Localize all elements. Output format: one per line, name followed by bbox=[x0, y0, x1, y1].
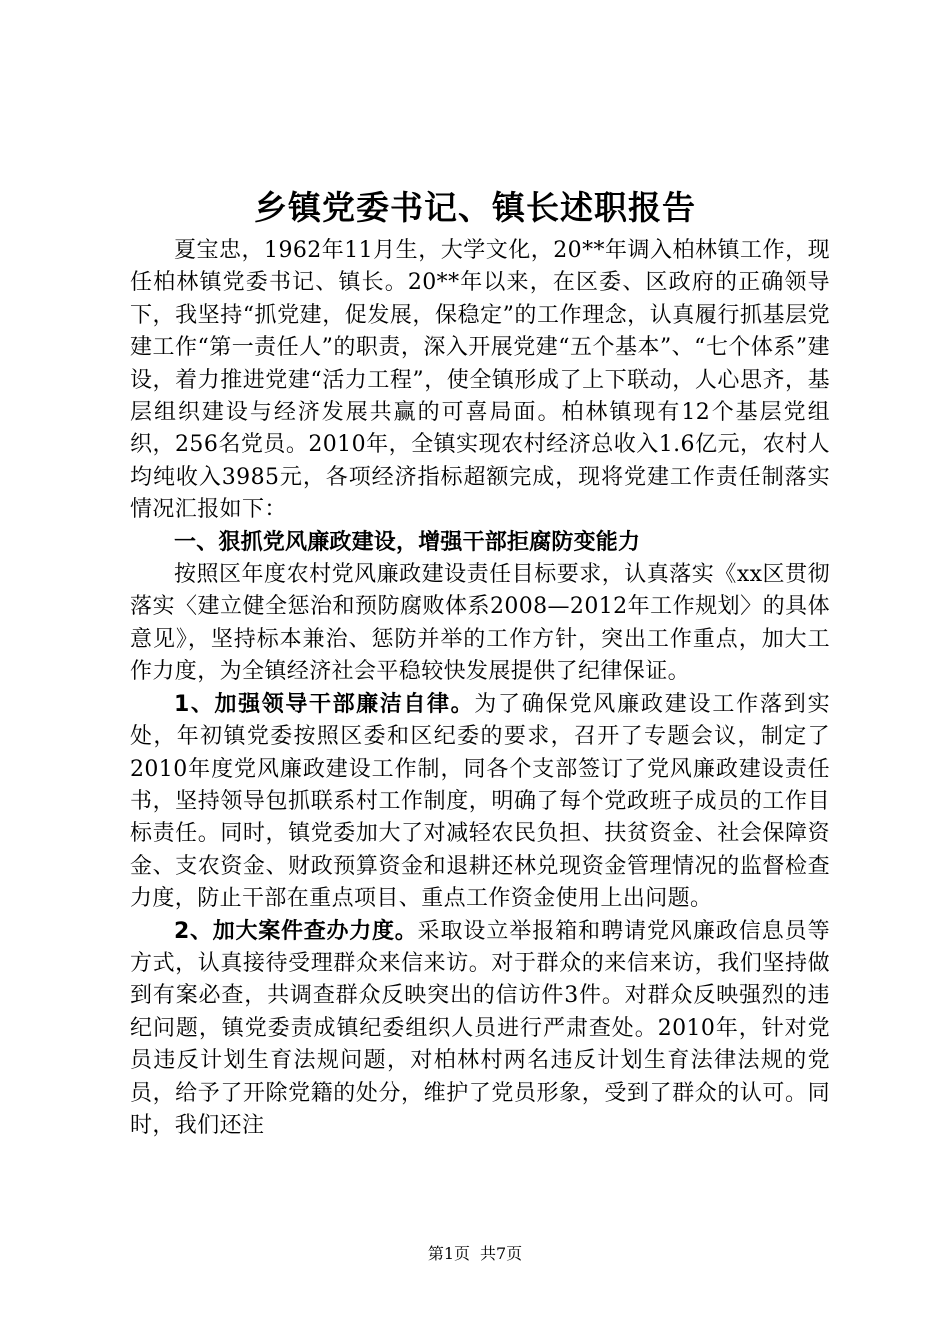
item-paragraph-1 bbox=[130, 689, 830, 916]
item-lead-1: 1、加强领导干部廉洁自律。 bbox=[174, 691, 475, 717]
section-intro-paragraph: 按照区年度农村党风廉政建设责任目标要求，认真落实《xx区贯彻落实〈建立健全惩治和预防腐败体系2008—2012年工作规划〉的具体意见》，坚持标本兼治、惩防并举的工作方针，突出工作重点，加大工作力度，为全镇经济社会平稳较快发展提供了纪律保证。 bbox=[130, 562, 830, 685]
page-number: 第1页 bbox=[427, 1244, 470, 1263]
section-heading: 一、狠抓党风廉政建设，增强干部拒腐防变能力 bbox=[174, 529, 641, 555]
page-footer bbox=[0, 1244, 950, 1264]
document-body bbox=[130, 235, 830, 1142]
item-text-1: 为了确保党风廉政建设工作落到实处，年初镇党委按照区委和区纪委的要求，召开了专题会议，制定了2010年度党风廉政建设工作制，同各个支部签订了党风廉政建设责任书，坚持领导包抓联系村工作制度，明确了每个党政班子成员的工作目标责任。同时，镇党委加大了对减轻农民负担、扶贫资金、社会保障资金、支农资金、财政预算资金和退耕还林兑现资金管理情况的监督检查力度，防止干部在重点项目、重点工作资金使用上出问题。 bbox=[130, 691, 830, 912]
item-lead-2: 2、加大案件查办力度。 bbox=[174, 918, 418, 944]
item-text-2: 采取设立举报箱和聘请党风廉政信息员等方式，认真接待受理群众来信来访。对于群众的来信来访，我们坚持做到有案必查，共调查群众反映突出的信访件3件。对群众反映强烈的违纪问题，镇党委责成镇纪委组织人员进行严肃查处。2010年，针对党员违反计划生育法规问题，对柏林村两名违反计划生育法律法规的党员，给予了开除党籍的处分，维护了党员形象，受到了群众的认可。同时，我们还注 bbox=[130, 918, 830, 1138]
item-paragraph-2 bbox=[130, 916, 830, 1143]
intro-paragraph: 夏宝忠，1962年11月生，大学文化，20**年调入柏林镇工作，现任柏林镇党委书记、镇长。20**年以来，在区委、区政府的正确领导下，我坚持“抓党建，促发展，保稳定”的工作理念，认真履行抓基层党建工作“第一责任人”的职责，深入开展党建“五个基本”、“七个体系”建设，着力推进党建“活力工程”，使全镇形成了上下联动，人心思齐，基层组织建设与经济发展共赢的可喜局面。柏林镇现有12个基层党组织，256名党员。2010年，全镇实现农村经济总收入1.6亿元，农村人均纯收入3985元，各项经济指标超额完成，现将党建工作责任制落实情况汇报如下： bbox=[130, 238, 830, 523]
document-title: 乡镇党委书记、镇长述职报告 bbox=[254, 188, 696, 227]
page-total: 共7页 bbox=[480, 1244, 523, 1263]
